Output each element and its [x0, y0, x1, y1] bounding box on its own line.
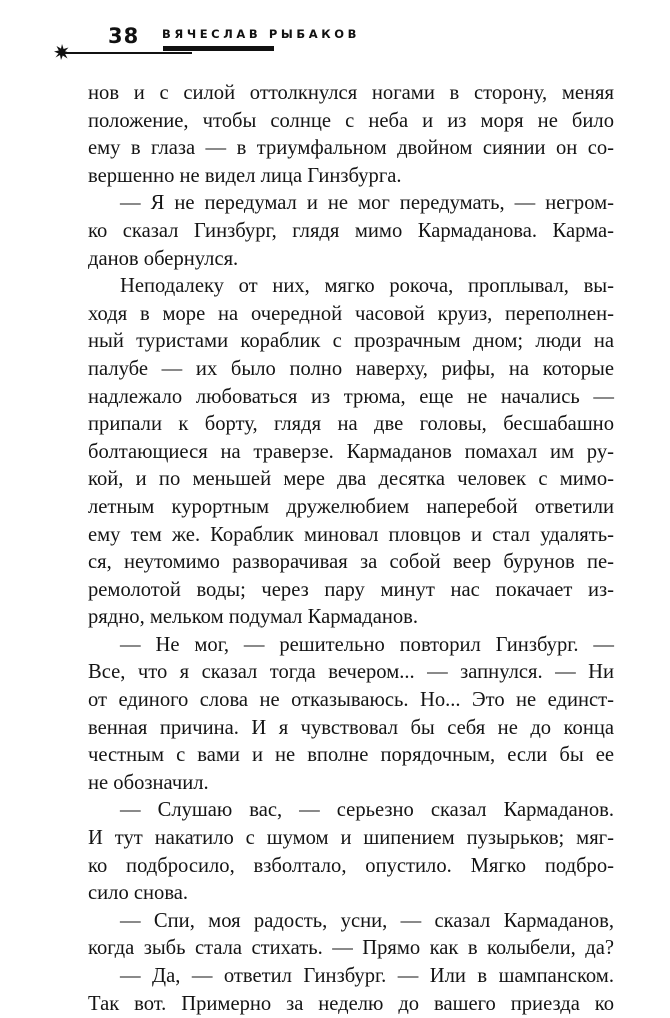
header-thin-rule: [62, 52, 192, 54]
text-line: не обозначил.: [88, 771, 209, 794]
text-line: от единого слова не отказываюсь. Но... Это не единст-: [88, 689, 614, 712]
text-line: вершенно не видел лица Гинзбурга.: [88, 164, 402, 187]
text-line: ко сказал Гинзбург, глядя мимо Кармаданова. Карма-: [88, 219, 614, 242]
text-line: летным курортным дружелюбием наперебой ответили: [88, 495, 614, 518]
text-line: сило снова.: [88, 882, 189, 905]
text-line: ремолотой воды; через пару минут нас покачает из-: [88, 578, 614, 601]
text-line: ся, неутомимо разворачивая за собой веер бурунов пе-: [88, 551, 614, 574]
page-number: 38: [108, 24, 140, 48]
text-line: — Не мог, — решительно повторил Гинзбург. —: [120, 633, 614, 656]
text-line: — Слушаю вас, — серьезно сказал Кармаданов.: [120, 799, 614, 822]
text-line: — Да, — ответил Гинзбург. — Или в шампанском.: [120, 965, 614, 987]
text-line: ный туристами кораблик с прозрачным дном; люди на: [88, 330, 614, 353]
text-line: Все, что я сказал тогда вечером... — запнулся. — Ни: [88, 661, 614, 684]
text-line: когда зыбь стала стихать. — Прямо как в колыбели, да?: [88, 937, 614, 960]
text-line: кой, и по меньшей мере два десятка человек с мимо-: [88, 468, 614, 491]
text-line: болтающиеся на траверзе. Кармаданов помахал им ру-: [88, 440, 614, 463]
text-line: палубе — их было полно наверху, рифы, на которые: [88, 357, 614, 380]
text-line: надлежало любоваться из трюма, еще не начались —: [88, 385, 614, 408]
text-line: Так вот. Примерно за неделю до вашего приезда ко: [88, 992, 614, 1015]
text-line: — Я не передумал и не мог передумать, — негром-: [120, 192, 614, 215]
text-line: И тут накатило с шумом и шипением пузырьков; мяг-: [88, 827, 614, 850]
text-line: данов обернулся.: [88, 247, 239, 270]
text-line: припали к борту, глядя на две головы, бесшабашно: [88, 413, 614, 436]
text-line: Неподалеку от них, мягко рокоча, проплывал, вы-: [120, 275, 614, 298]
text-line: ко подбросило, взболтало, опустило. Мягко подбро-: [88, 854, 614, 877]
header-thick-rule: [163, 46, 274, 51]
body-text: [88, 80, 614, 1018]
text-line: ему тем же. Кораблик миновал пловцов и стал удалять-: [88, 523, 614, 546]
text-line: нов и с силой оттолкнулся ногами в сторону, меняя: [88, 82, 614, 104]
text-line: рядно, мельком подумал Кармаданов.: [88, 606, 419, 629]
text-line: ему в глаза — в триумфальном двойном сиянии он со-: [88, 137, 614, 160]
text-line: положение, чтобы солнце с неба и из моря не било: [88, 109, 614, 132]
running-head-author: ВЯЧЕСЛАВ РЫБАКОВ: [162, 27, 360, 41]
text-line: ходя в море на очередной часовой круиз, переполнен-: [88, 302, 614, 325]
text-line: честным с вами и не вполне порядочным, если бы ее: [88, 744, 614, 767]
text-line: — Спи, моя радость, усни, — сказал Кармаданов,: [120, 909, 614, 932]
page-header: [0, 0, 670, 70]
text-line: венная причина. И я чувствовал бы себя не до конца: [88, 716, 614, 739]
